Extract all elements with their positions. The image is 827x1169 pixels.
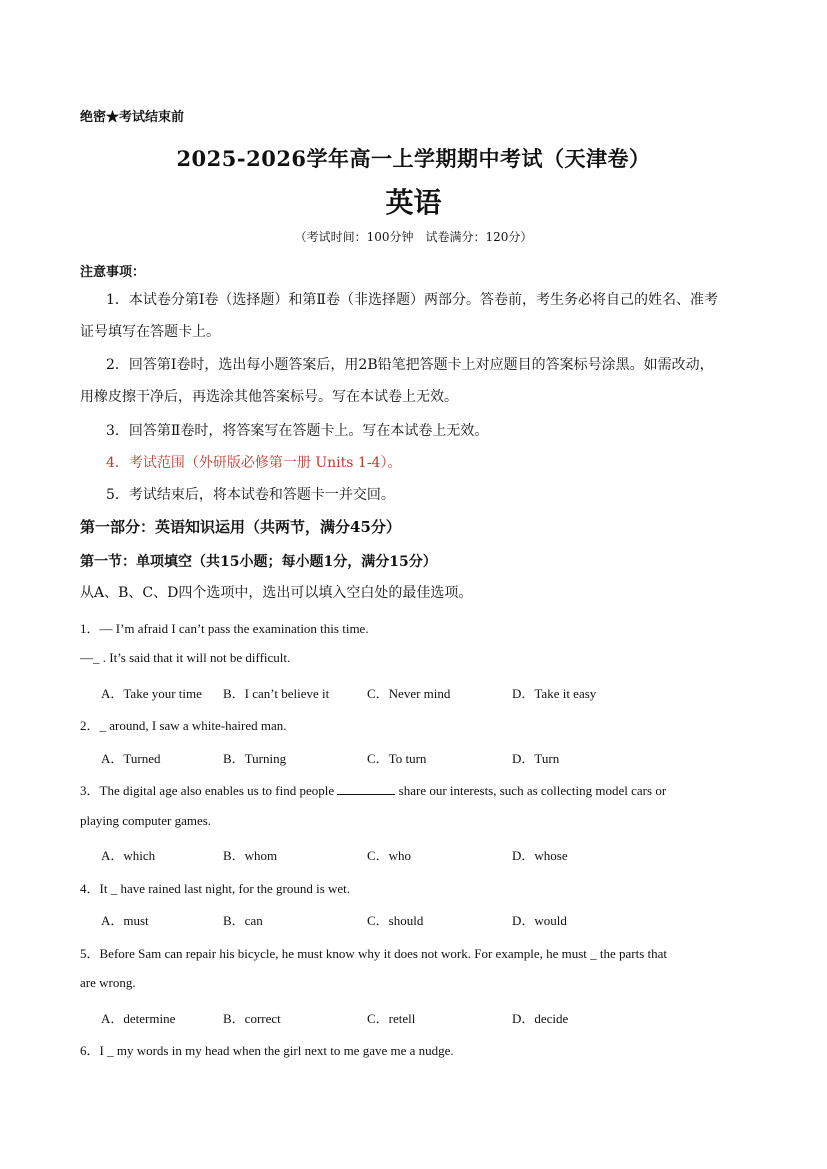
question-1-line-1: 1．— I’m afraid I can’t pass the examination this time. [80,621,369,636]
question-2-option-a: A．Turned [101,751,161,766]
subject-title: 英语 [385,186,442,219]
notice-heading: 注意事项： [80,265,146,280]
question-2-line-1: 2．_ around, I saw a white-haired man. [80,718,287,733]
question-1-line-2: —_ . It’s said that it will not be difficult. [80,650,291,665]
question-4-option-c: C．should [367,913,424,928]
question-5-option-c: C．retell [367,1011,416,1026]
notice-item-1-line-1: 1．本试卷分第Ⅰ卷（选择题）和第Ⅱ卷（非选择题）两部分。答卷前，考生务必将自己的姓名、准考 [106,292,718,308]
question-2-option-b: B．Turning [223,751,287,766]
question-3-option-b: B．whom [223,848,278,863]
question-4-option-b: B．can [223,913,263,928]
answer-blank [337,782,395,795]
question-4-line-1: 4．It _ have rained last night, for the ground is wet. [80,881,351,896]
notice-item-2-line-1: 2．回答第Ⅰ卷时，选出每小题答案后，用2B铅笔把答题卡上对应题目的答案标号涂黑。如需改动， [106,357,714,373]
question-1-option-a: A．Take your time [101,686,202,701]
question-5-line-1: 5．Before Sam can repair his bicycle, he must know why it does not work. For example, he must _ the parts that [80,946,668,961]
notice-item-2-line-2: 用橡皮擦干净后，再选涂其他答案标号。写在本试卷上无效。 [80,389,458,405]
confidential-label: 绝密★考试结束前 [80,110,185,125]
section-one-heading: 第一节：单项填空（共15小题；每小题1分，满分15分） [80,554,437,570]
question-1-option-c: C．Never mind [367,686,451,701]
question-6-line-1: 6．I _ my words in my head when the girl next to me gave me a nudge. [80,1043,454,1058]
question-3-option-c: C．who [367,848,412,863]
question-3-option-a: A．which [101,848,156,863]
question-2-option-c: C．To turn [367,751,427,766]
question-3-option-d: D．whose [512,848,568,863]
question-3-text-after-blank: share our interests, such as collecting model cars or [395,783,667,798]
question-1-option-d: D．Take it easy [512,686,597,701]
question-3-line-2: playing computer games. [80,813,212,828]
question-2-option-d: D．Turn [512,751,560,766]
exam-time-info: （考试时间：100分钟 试卷满分：120分） [294,230,533,244]
notice-item-5: 5．考试结束后，将本试卷和答题卡一并交回。 [106,487,395,503]
notice-item-1-line-2: 证号填写在答题卡上。 [80,324,220,340]
question-5-option-b: B．correct [223,1011,281,1026]
part-one-heading: 第一部分：英语知识运用（共两节，满分45分） [80,518,401,536]
notice-item-3: 3．回答第Ⅱ卷时，将答案写在答题卡上。写在本试卷上无效。 [106,423,489,439]
question-5-line-2: are wrong. [80,975,136,990]
question-5-option-d: D．decide [512,1011,569,1026]
question-1-option-b: B．I can’t believe it [223,686,330,701]
question-5-option-a: A．determine [101,1011,176,1026]
question-4-option-a: A．must [101,913,149,928]
exam-title: 2025-2026学年高一上学期期中考试（天津卷） [176,146,651,171]
notice-item-4: 4．考试范围（外研版必修第一册 Units 1-4）。 [106,455,402,471]
question-3-text-before-blank: 3．The digital age also enables us to find people [80,783,338,798]
question-4-option-d: D．would [512,913,567,928]
question-3-line-1 [80,780,666,799]
section-instruction: 从A、B、C、D四个选项中，选出可以填入空白处的最佳选项。 [80,585,473,601]
